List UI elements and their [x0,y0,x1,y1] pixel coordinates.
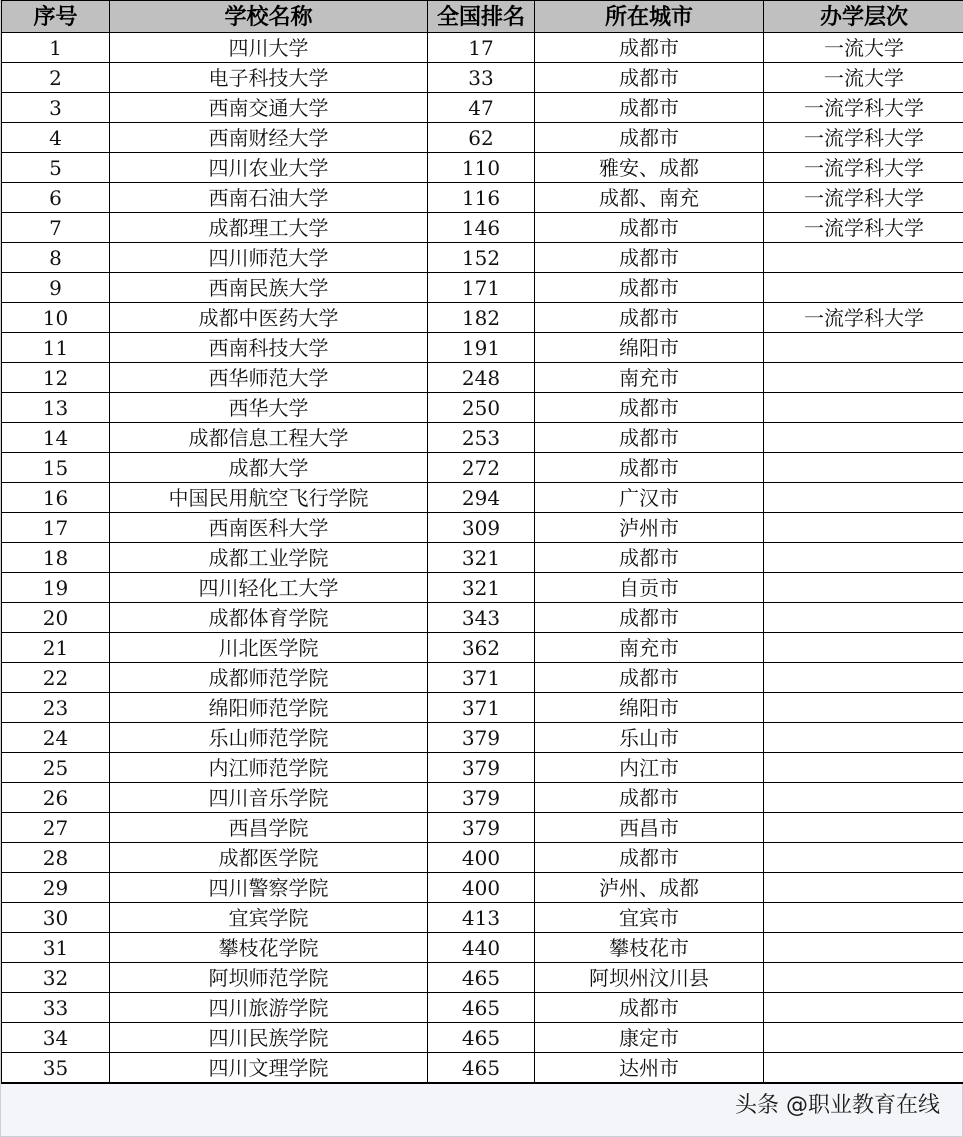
cell-school-name: 成都医学院 [110,843,428,873]
cell-national-rank: 379 [428,783,535,813]
cell-school-level [764,813,963,843]
cell-school-name: 成都体育学院 [110,603,428,633]
cell-national-rank: 465 [428,963,535,993]
cell-city: 成都市 [535,63,764,93]
table-row [2,963,963,993]
table-row [2,603,963,633]
cell-school-level [764,783,963,813]
cell-city: 内江市 [535,753,764,783]
cell-serial-number: 20 [2,603,110,633]
cell-serial-number: 24 [2,723,110,753]
table-row [2,183,963,213]
cell-serial-number: 8 [2,243,110,273]
table-row [2,153,963,183]
cell-school-level [764,993,963,1023]
university-ranking-table [1,0,963,1084]
table-row [2,543,963,573]
cell-school-name: 阿坝师范学院 [110,963,428,993]
cell-city: 成都、南充 [535,183,764,213]
cell-national-rank: 309 [428,513,535,543]
cell-national-rank: 371 [428,663,535,693]
cell-school-level [764,633,963,663]
cell-school-level [764,513,963,543]
cell-school-name: 西华师范大学 [110,363,428,393]
cell-school-level: 一流学科大学 [764,123,963,153]
cell-school-name: 四川民族学院 [110,1023,428,1053]
header-school-name: 学校名称 [110,1,428,33]
cell-school-level [764,873,963,903]
table-row [2,303,963,333]
cell-national-rank: 362 [428,633,535,663]
table-row [2,663,963,693]
cell-school-name: 西南石油大学 [110,183,428,213]
cell-school-level [764,963,963,993]
cell-serial-number: 29 [2,873,110,903]
cell-national-rank: 253 [428,423,535,453]
cell-national-rank: 33 [428,63,535,93]
table-row [2,273,963,303]
cell-school-level: 一流学科大学 [764,183,963,213]
cell-serial-number: 25 [2,753,110,783]
table-row [2,483,963,513]
cell-national-rank: 465 [428,1053,535,1084]
cell-serial-number: 28 [2,843,110,873]
cell-school-level [764,453,963,483]
cell-city: 成都市 [535,603,764,633]
cell-serial-number: 5 [2,153,110,183]
cell-school-name: 绵阳师范学院 [110,693,428,723]
cell-national-rank: 321 [428,573,535,603]
cell-city: 康定市 [535,1023,764,1053]
cell-serial-number: 3 [2,93,110,123]
cell-school-name: 西华大学 [110,393,428,423]
cell-serial-number: 26 [2,783,110,813]
table-row [2,63,963,93]
cell-national-rank: 379 [428,813,535,843]
cell-school-level [764,333,963,363]
cell-city: 雅安、成都 [535,153,764,183]
cell-serial-number: 2 [2,63,110,93]
table-row [2,1053,963,1084]
cell-serial-number: 22 [2,663,110,693]
table-row [2,783,963,813]
table-row [2,753,963,783]
cell-serial-number: 31 [2,933,110,963]
cell-serial-number: 4 [2,123,110,153]
table-row [2,393,963,423]
cell-school-name: 成都理工大学 [110,213,428,243]
table-row [2,93,963,123]
header-national-rank: 全国排名 [428,1,535,33]
cell-school-name: 西南科技大学 [110,333,428,363]
table-row [2,1023,963,1053]
table-row [2,243,963,273]
cell-national-rank: 465 [428,1023,535,1053]
cell-national-rank: 146 [428,213,535,243]
cell-national-rank: 182 [428,303,535,333]
cell-school-level [764,543,963,573]
cell-city: 西昌市 [535,813,764,843]
cell-national-rank: 379 [428,753,535,783]
cell-national-rank: 248 [428,363,535,393]
cell-national-rank: 400 [428,873,535,903]
cell-city: 成都市 [535,303,764,333]
cell-school-level [764,903,963,933]
cell-school-name: 成都工业学院 [110,543,428,573]
watermark-text: 头条 @职业教育在线 [735,1093,940,1118]
header-school-level: 办学层次 [764,1,963,33]
cell-school-name: 川北医学院 [110,633,428,663]
cell-national-rank: 379 [428,723,535,753]
cell-city: 南充市 [535,633,764,663]
cell-school-name: 西南交通大学 [110,93,428,123]
cell-serial-number: 15 [2,453,110,483]
cell-school-level [764,1023,963,1053]
cell-school-level [764,723,963,753]
cell-city: 成都市 [535,33,764,63]
cell-national-rank: 250 [428,393,535,423]
cell-school-name: 宜宾学院 [110,903,428,933]
cell-school-name: 成都大学 [110,453,428,483]
cell-city: 南充市 [535,363,764,393]
table-row [2,873,963,903]
cell-school-level [764,573,963,603]
cell-school-name: 西南财经大学 [110,123,428,153]
cell-national-rank: 62 [428,123,535,153]
cell-serial-number: 17 [2,513,110,543]
cell-school-name: 乐山师范学院 [110,723,428,753]
cell-city: 成都市 [535,273,764,303]
cell-school-name: 四川音乐学院 [110,783,428,813]
cell-school-level [764,363,963,393]
cell-city: 泸州、成都 [535,873,764,903]
cell-serial-number: 18 [2,543,110,573]
cell-city: 成都市 [535,243,764,273]
cell-school-level [764,1053,963,1084]
cell-school-name: 四川大学 [110,33,428,63]
cell-school-level [764,843,963,873]
cell-national-rank: 294 [428,483,535,513]
cell-school-name: 成都信息工程大学 [110,423,428,453]
cell-school-level [764,393,963,423]
cell-school-level: 一流学科大学 [764,213,963,243]
table-row [2,813,963,843]
table-row [2,843,963,873]
cell-serial-number: 33 [2,993,110,1023]
cell-city: 广汉市 [535,483,764,513]
cell-serial-number: 34 [2,1023,110,1053]
cell-school-name: 内江师范学院 [110,753,428,783]
cell-city: 达州市 [535,1053,764,1084]
cell-school-name: 四川文理学院 [110,1053,428,1084]
cell-city: 成都市 [535,123,764,153]
cell-city: 成都市 [535,993,764,1023]
cell-city: 乐山市 [535,723,764,753]
cell-school-level [764,483,963,513]
cell-school-level: 一流大学 [764,33,963,63]
cell-serial-number: 1 [2,33,110,63]
cell-serial-number: 35 [2,1053,110,1084]
cell-school-name: 西昌学院 [110,813,428,843]
cell-serial-number: 23 [2,693,110,723]
table-row [2,933,963,963]
cell-serial-number: 16 [2,483,110,513]
cell-serial-number: 11 [2,333,110,363]
cell-national-rank: 47 [428,93,535,123]
cell-national-rank: 465 [428,993,535,1023]
cell-serial-number: 21 [2,633,110,663]
cell-serial-number: 14 [2,423,110,453]
cell-city: 成都市 [535,423,764,453]
cell-school-name: 四川警察学院 [110,873,428,903]
cell-city: 成都市 [535,543,764,573]
table-row [2,513,963,543]
cell-school-name: 电子科技大学 [110,63,428,93]
cell-city: 宜宾市 [535,903,764,933]
cell-serial-number: 19 [2,573,110,603]
table-row [2,333,963,363]
cell-city: 阿坝州汶川县 [535,963,764,993]
cell-school-name: 四川师范大学 [110,243,428,273]
cell-national-rank: 343 [428,603,535,633]
table-row [2,903,963,933]
cell-serial-number: 7 [2,213,110,243]
cell-school-level [764,603,963,633]
cell-national-rank: 17 [428,33,535,63]
cell-school-level: 一流大学 [764,63,963,93]
cell-national-rank: 152 [428,243,535,273]
cell-serial-number: 9 [2,273,110,303]
cell-national-rank: 110 [428,153,535,183]
cell-city: 成都市 [535,843,764,873]
cell-serial-number: 10 [2,303,110,333]
cell-national-rank: 400 [428,843,535,873]
cell-school-level [764,693,963,723]
header-serial-number: 序号 [2,1,110,33]
table-row [2,573,963,603]
cell-serial-number: 27 [2,813,110,843]
cell-city: 自贡市 [535,573,764,603]
cell-school-level [764,243,963,273]
table-row [2,423,963,453]
cell-school-level [764,273,963,303]
cell-national-rank: 191 [428,333,535,363]
cell-serial-number: 30 [2,903,110,933]
table-row [2,33,963,63]
cell-national-rank: 413 [428,903,535,933]
cell-school-name: 西南医科大学 [110,513,428,543]
cell-school-name: 中国民用航空飞行学院 [110,483,428,513]
cell-city: 成都市 [535,93,764,123]
cell-city: 成都市 [535,663,764,693]
header-city: 所在城市 [535,1,764,33]
cell-national-rank: 272 [428,453,535,483]
cell-school-level [764,423,963,453]
cell-school-name: 攀枝花学院 [110,933,428,963]
cell-school-level [764,933,963,963]
cell-serial-number: 6 [2,183,110,213]
cell-national-rank: 371 [428,693,535,723]
cell-city: 成都市 [535,393,764,423]
table-row [2,993,963,1023]
cell-school-level: 一流学科大学 [764,93,963,123]
cell-city: 绵阳市 [535,693,764,723]
cell-serial-number: 32 [2,963,110,993]
cell-city: 成都市 [535,213,764,243]
table-row [2,213,963,243]
cell-city: 攀枝花市 [535,933,764,963]
cell-national-rank: 440 [428,933,535,963]
cell-school-name: 四川轻化工大学 [110,573,428,603]
table-row [2,363,963,393]
cell-city: 绵阳市 [535,333,764,363]
cell-school-level [764,753,963,783]
cell-national-rank: 116 [428,183,535,213]
cell-school-level [764,663,963,693]
cell-school-level: 一流学科大学 [764,303,963,333]
table-body [2,33,963,1084]
table-row [2,453,963,483]
cell-school-name: 西南民族大学 [110,273,428,303]
table-row [2,723,963,753]
table-row [2,693,963,723]
table-row [2,633,963,663]
cell-national-rank: 171 [428,273,535,303]
cell-national-rank: 321 [428,543,535,573]
cell-city: 泸州市 [535,513,764,543]
cell-city: 成都市 [535,783,764,813]
table-row [2,123,963,153]
cell-serial-number: 12 [2,363,110,393]
cell-city: 成都市 [535,453,764,483]
table-header-row [2,1,963,33]
cell-school-name: 四川农业大学 [110,153,428,183]
cell-school-level: 一流学科大学 [764,153,963,183]
cell-serial-number: 13 [2,393,110,423]
cell-school-name: 成都师范学院 [110,663,428,693]
cell-school-name: 成都中医药大学 [110,303,428,333]
cell-school-name: 四川旅游学院 [110,993,428,1023]
